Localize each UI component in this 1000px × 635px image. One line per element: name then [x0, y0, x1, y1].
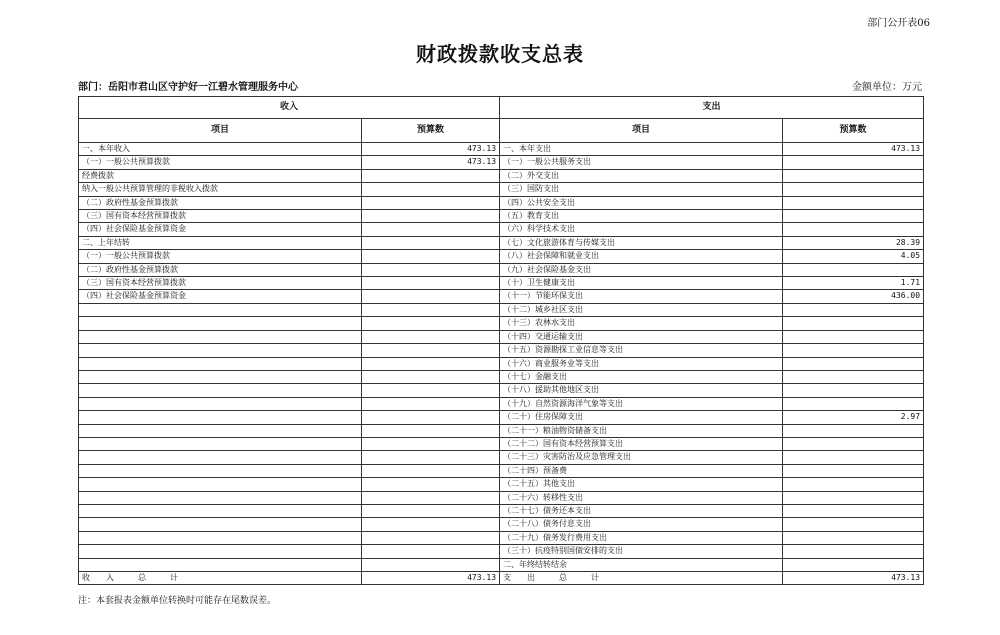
expense-item-cell: （三十）抗疫特别国债安排的支出 [500, 545, 783, 558]
expense-value-cell [783, 384, 924, 397]
income-item-cell [79, 518, 362, 531]
income-item-cell [79, 451, 362, 464]
table-row [79, 223, 924, 236]
income-value-cell [362, 478, 500, 491]
expense-item-cell: （十二）城乡社区支出 [500, 303, 783, 316]
expense-value-cell [783, 196, 924, 209]
income-value-cell [362, 411, 500, 424]
expense-value-cell [783, 370, 924, 383]
total-row [79, 572, 924, 585]
income-total-label: 收 入 总 计 [79, 572, 362, 585]
income-value-cell [362, 169, 500, 182]
table-row [79, 451, 924, 464]
income-value-cell [362, 183, 500, 196]
expense-value-cell [783, 344, 924, 357]
expense-value-cell [783, 263, 924, 276]
income-value-cell [362, 531, 500, 544]
income-value-cell [362, 424, 500, 437]
expense-value-cell [783, 504, 924, 517]
income-value-cell [362, 491, 500, 504]
expense-item-cell: （二十四）预备费 [500, 464, 783, 477]
expense-item-cell: （二十一）粮油物资储备支出 [500, 424, 783, 437]
page-title: 财政拨款收支总表 [416, 42, 584, 66]
expense-item-cell: （一）一般公共服务支出 [500, 156, 783, 169]
expense-item-cell: （十四）交通运输支出 [500, 330, 783, 343]
table-row [79, 397, 924, 410]
income-value-cell [362, 545, 500, 558]
expense-item-cell: （二十三）灾害防治及应急管理支出 [500, 451, 783, 464]
expense-item-cell: （二十七）债务还本支出 [500, 504, 783, 517]
table-row [79, 411, 924, 424]
expense-item-cell: （七）文化旅游体育与传媒支出 [500, 236, 783, 249]
income-value-cell [362, 236, 500, 249]
income-value-cell [362, 384, 500, 397]
expense-budget-header: 预算数 [783, 119, 924, 143]
table-row [79, 437, 924, 450]
expense-item-cell: （二十）住房保障支出 [500, 411, 783, 424]
department-label: 部门：岳阳市君山区守护好一江碧水管理服务中心 [78, 82, 298, 93]
expense-item-cell: （四）公共安全支出 [500, 196, 783, 209]
expense-value-cell [783, 558, 924, 571]
expense-total-label: 支 出 总 计 [500, 572, 783, 585]
expense-item-cell: （二）外交支出 [500, 169, 783, 182]
income-item-cell [79, 370, 362, 383]
expense-item-cell: （十七）金融支出 [500, 370, 783, 383]
expense-value-cell: 436.00 [783, 290, 924, 303]
footnote: 注：本套报表金额单位转换时可能存在尾数误差。 [78, 596, 277, 606]
expense-value-cell [783, 317, 924, 330]
income-budget-header: 预算数 [362, 119, 500, 143]
income-item-cell [79, 491, 362, 504]
income-item-cell [79, 437, 362, 450]
income-value-cell [362, 558, 500, 571]
table-row [79, 290, 924, 303]
income-item-cell: （二）政府性基金预算拨款 [79, 263, 362, 276]
table-body [79, 143, 924, 572]
expense-value-cell [783, 303, 924, 316]
income-item-cell [79, 531, 362, 544]
table-row [79, 491, 924, 504]
table-row [79, 303, 924, 316]
expense-value-cell [783, 330, 924, 343]
expense-item-cell: （二十六）转移性支出 [500, 491, 783, 504]
income-item-cell [79, 357, 362, 370]
table-row [79, 169, 924, 182]
income-item-header: 项目 [79, 119, 362, 143]
table-row [79, 384, 924, 397]
income-item-cell [79, 317, 362, 330]
table-row [79, 210, 924, 223]
expense-item-cell: （二十九）债务发行费用支出 [500, 531, 783, 544]
expense-item-cell: （十五）资源勘探工业信息等支出 [500, 344, 783, 357]
table-row [79, 143, 924, 156]
expense-item-cell: （三）国防支出 [500, 183, 783, 196]
income-value-cell [362, 290, 500, 303]
budget-table [78, 96, 924, 585]
income-item-cell: （一）一般公共预算拨款 [79, 250, 362, 263]
expense-item-cell: （十三）农林水支出 [500, 317, 783, 330]
expense-value-cell [783, 437, 924, 450]
expense-item-cell: 二、年终结转结余 [500, 558, 783, 571]
income-value-cell [362, 330, 500, 343]
income-item-cell: 经费拨款 [79, 169, 362, 182]
expense-total-value: 473.13 [783, 572, 924, 585]
table-row [79, 504, 924, 517]
expense-value-cell: 4.05 [783, 250, 924, 263]
table-row [79, 156, 924, 169]
income-item-cell: （一）一般公共预算拨款 [79, 156, 362, 169]
table-row [79, 236, 924, 249]
income-item-cell [79, 504, 362, 517]
table-row [79, 545, 924, 558]
table-row [79, 424, 924, 437]
income-item-cell: （三）国有资本经营预算拨款 [79, 210, 362, 223]
expense-section-header: 支出 [500, 97, 924, 119]
income-item-cell [79, 478, 362, 491]
form-number: 部门公开表06 [867, 18, 930, 29]
expense-value-cell [783, 545, 924, 558]
unit-label: 金额单位：万元 [852, 82, 922, 93]
expense-item-cell: （二十二）国有资本经营预算支出 [500, 437, 783, 450]
income-item-cell [79, 384, 362, 397]
expense-item-cell: （六）科学技术支出 [500, 223, 783, 236]
expense-value-cell [783, 464, 924, 477]
expense-item-cell: （五）教育支出 [500, 210, 783, 223]
table-row [79, 317, 924, 330]
income-value-cell [362, 464, 500, 477]
expense-value-cell [783, 210, 924, 223]
expense-item-cell: （二十五）其他支出 [500, 478, 783, 491]
table-row [79, 277, 924, 290]
table-row [79, 344, 924, 357]
income-item-cell: （三）国有资本经营预算拨款 [79, 277, 362, 290]
expense-value-cell [783, 223, 924, 236]
income-total-value: 473.13 [362, 572, 500, 585]
expense-value-cell [783, 478, 924, 491]
expense-value-cell [783, 531, 924, 544]
income-item-cell [79, 397, 362, 410]
expense-value-cell [783, 451, 924, 464]
expense-item-cell: （二十八）债务付息支出 [500, 518, 783, 531]
income-value-cell [362, 303, 500, 316]
income-value-cell [362, 223, 500, 236]
expense-item-cell: 一、本年支出 [500, 143, 783, 156]
table-row [79, 518, 924, 531]
income-value-cell: 473.13 [362, 156, 500, 169]
income-value-cell [362, 518, 500, 531]
income-item-cell [79, 558, 362, 571]
expense-value-cell [783, 169, 924, 182]
income-value-cell [362, 210, 500, 223]
income-item-cell: （二）政府性基金预算拨款 [79, 196, 362, 209]
expense-value-cell [783, 156, 924, 169]
table-row [79, 250, 924, 263]
expense-value-cell: 2.97 [783, 411, 924, 424]
income-value-cell [362, 437, 500, 450]
income-item-cell [79, 464, 362, 477]
income-value-cell [362, 263, 500, 276]
expense-item-cell: （九）社会保险基金支出 [500, 263, 783, 276]
income-item-cell [79, 303, 362, 316]
income-item-cell [79, 424, 362, 437]
expense-value-cell [783, 397, 924, 410]
income-value-cell [362, 504, 500, 517]
table-row [79, 531, 924, 544]
expense-value-cell: 473.13 [783, 143, 924, 156]
income-item-cell: 纳入一般公共预算管理的非税收入拨款 [79, 183, 362, 196]
table-row [79, 196, 924, 209]
table-row [79, 464, 924, 477]
income-value-cell [362, 317, 500, 330]
expense-value-cell [783, 518, 924, 531]
table-row [79, 558, 924, 571]
expense-item-cell: （十九）自然资源海洋气象等支出 [500, 397, 783, 410]
income-item-cell: 一、本年收入 [79, 143, 362, 156]
table-row [79, 478, 924, 491]
expense-value-cell [783, 357, 924, 370]
income-value-cell [362, 357, 500, 370]
income-item-cell [79, 344, 362, 357]
expense-item-header: 项目 [500, 119, 783, 143]
expense-value-cell [783, 183, 924, 196]
income-section-header: 收入 [79, 97, 500, 119]
expense-value-cell [783, 491, 924, 504]
income-value-cell [362, 250, 500, 263]
expense-item-cell: （八）社会保障和就业支出 [500, 250, 783, 263]
expense-value-cell: 1.71 [783, 277, 924, 290]
income-value-cell [362, 397, 500, 410]
income-value-cell [362, 370, 500, 383]
expense-item-cell: （十）卫生健康支出 [500, 277, 783, 290]
expense-item-cell: （十八）援助其他地区支出 [500, 384, 783, 397]
expense-item-cell: （十六）商业服务业等支出 [500, 357, 783, 370]
income-item-cell: （四）社会保险基金预算资金 [79, 223, 362, 236]
table-row [79, 330, 924, 343]
table-row [79, 183, 924, 196]
expense-value-cell: 28.39 [783, 236, 924, 249]
expense-value-cell [783, 424, 924, 437]
income-value-cell [362, 344, 500, 357]
table-row [79, 357, 924, 370]
income-item-cell: （四）社会保险基金预算资金 [79, 290, 362, 303]
income-value-cell [362, 451, 500, 464]
table-row [79, 370, 924, 383]
expense-item-cell: （十一）节能环保支出 [500, 290, 783, 303]
income-value-cell [362, 277, 500, 290]
income-item-cell [79, 411, 362, 424]
income-value-cell: 473.13 [362, 143, 500, 156]
income-item-cell [79, 545, 362, 558]
table-row [79, 263, 924, 276]
income-item-cell [79, 330, 362, 343]
income-value-cell [362, 196, 500, 209]
income-item-cell: 二、上年结转 [79, 236, 362, 249]
